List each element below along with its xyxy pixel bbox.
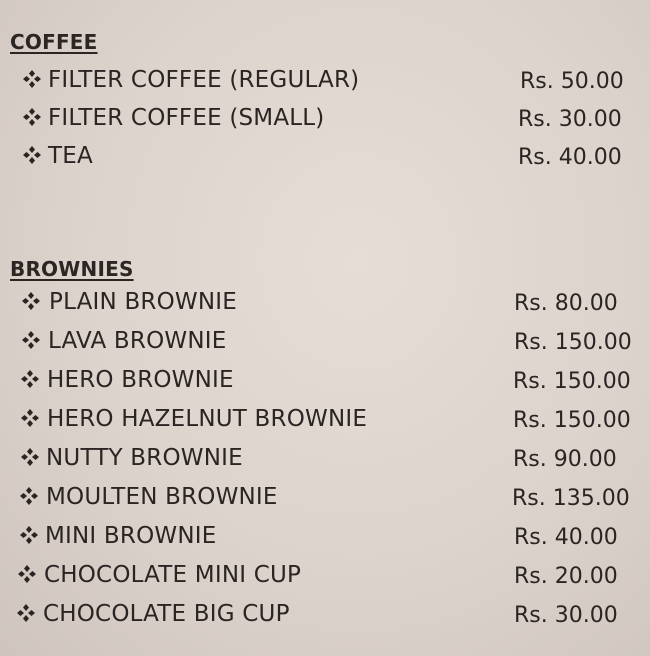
four-diamond-bullet-icon: [20, 447, 40, 467]
item-price: Rs. 50.00: [520, 69, 624, 94]
menu-item: [0, 444, 650, 476]
item-price: Rs. 150.00: [513, 369, 631, 394]
four-diamond-bullet-icon: [16, 603, 36, 623]
item-price: Rs. 80.00: [514, 291, 618, 316]
menu-item: [0, 483, 650, 515]
menu-item: [0, 66, 650, 98]
menu-item: [0, 142, 650, 174]
four-diamond-bullet-icon: [19, 525, 39, 545]
item-price: Rs. 135.00: [512, 486, 630, 511]
menu-item: [0, 561, 650, 593]
four-diamond-bullet-icon: [21, 291, 41, 311]
menu-item: [0, 327, 650, 359]
item-name: TEA: [48, 143, 93, 169]
item-name: NUTTY BROWNIE: [46, 445, 243, 471]
item-name: HERO HAZELNUT BROWNIE: [47, 406, 368, 432]
item-name: FILTER COFFEE (SMALL): [48, 105, 325, 131]
item-name: CHOCOLATE MINI CUP: [44, 562, 302, 588]
item-name: MINI BROWNIE: [45, 523, 217, 549]
item-price: Rs. 150.00: [514, 330, 632, 355]
item-name: LAVA BROWNIE: [48, 328, 227, 354]
item-price: Rs. 30.00: [514, 603, 618, 628]
item-name: CHOCOLATE BIG CUP: [43, 601, 290, 627]
four-diamond-bullet-icon: [17, 564, 37, 584]
menu-item: [0, 600, 650, 632]
menu-item: [0, 288, 650, 320]
item-price: Rs. 30.00: [518, 107, 622, 132]
item-name: PLAIN BROWNIE: [49, 289, 237, 315]
four-diamond-bullet-icon: [22, 107, 42, 127]
four-diamond-bullet-icon: [20, 369, 40, 389]
item-price: Rs. 40.00: [518, 145, 622, 170]
item-price: Rs. 90.00: [513, 447, 617, 472]
menu-item: [0, 104, 650, 136]
four-diamond-bullet-icon: [22, 69, 42, 89]
item-name: FILTER COFFEE (REGULAR): [48, 67, 360, 93]
item-name: HERO BROWNIE: [47, 367, 234, 393]
item-price: Rs. 40.00: [514, 525, 618, 550]
section-heading-coffee: COFFEE: [10, 30, 98, 54]
menu-item: [0, 522, 650, 554]
menu-item: [0, 405, 650, 437]
four-diamond-bullet-icon: [21, 330, 41, 350]
item-price: Rs. 150.00: [513, 408, 631, 433]
four-diamond-bullet-icon: [22, 145, 42, 165]
item-price: Rs. 20.00: [514, 564, 618, 589]
four-diamond-bullet-icon: [19, 486, 39, 506]
item-name: MOULTEN BROWNIE: [46, 484, 278, 510]
section-heading-brownies: BROWNIES: [10, 257, 134, 281]
menu-item: [0, 366, 650, 398]
four-diamond-bullet-icon: [20, 408, 40, 428]
